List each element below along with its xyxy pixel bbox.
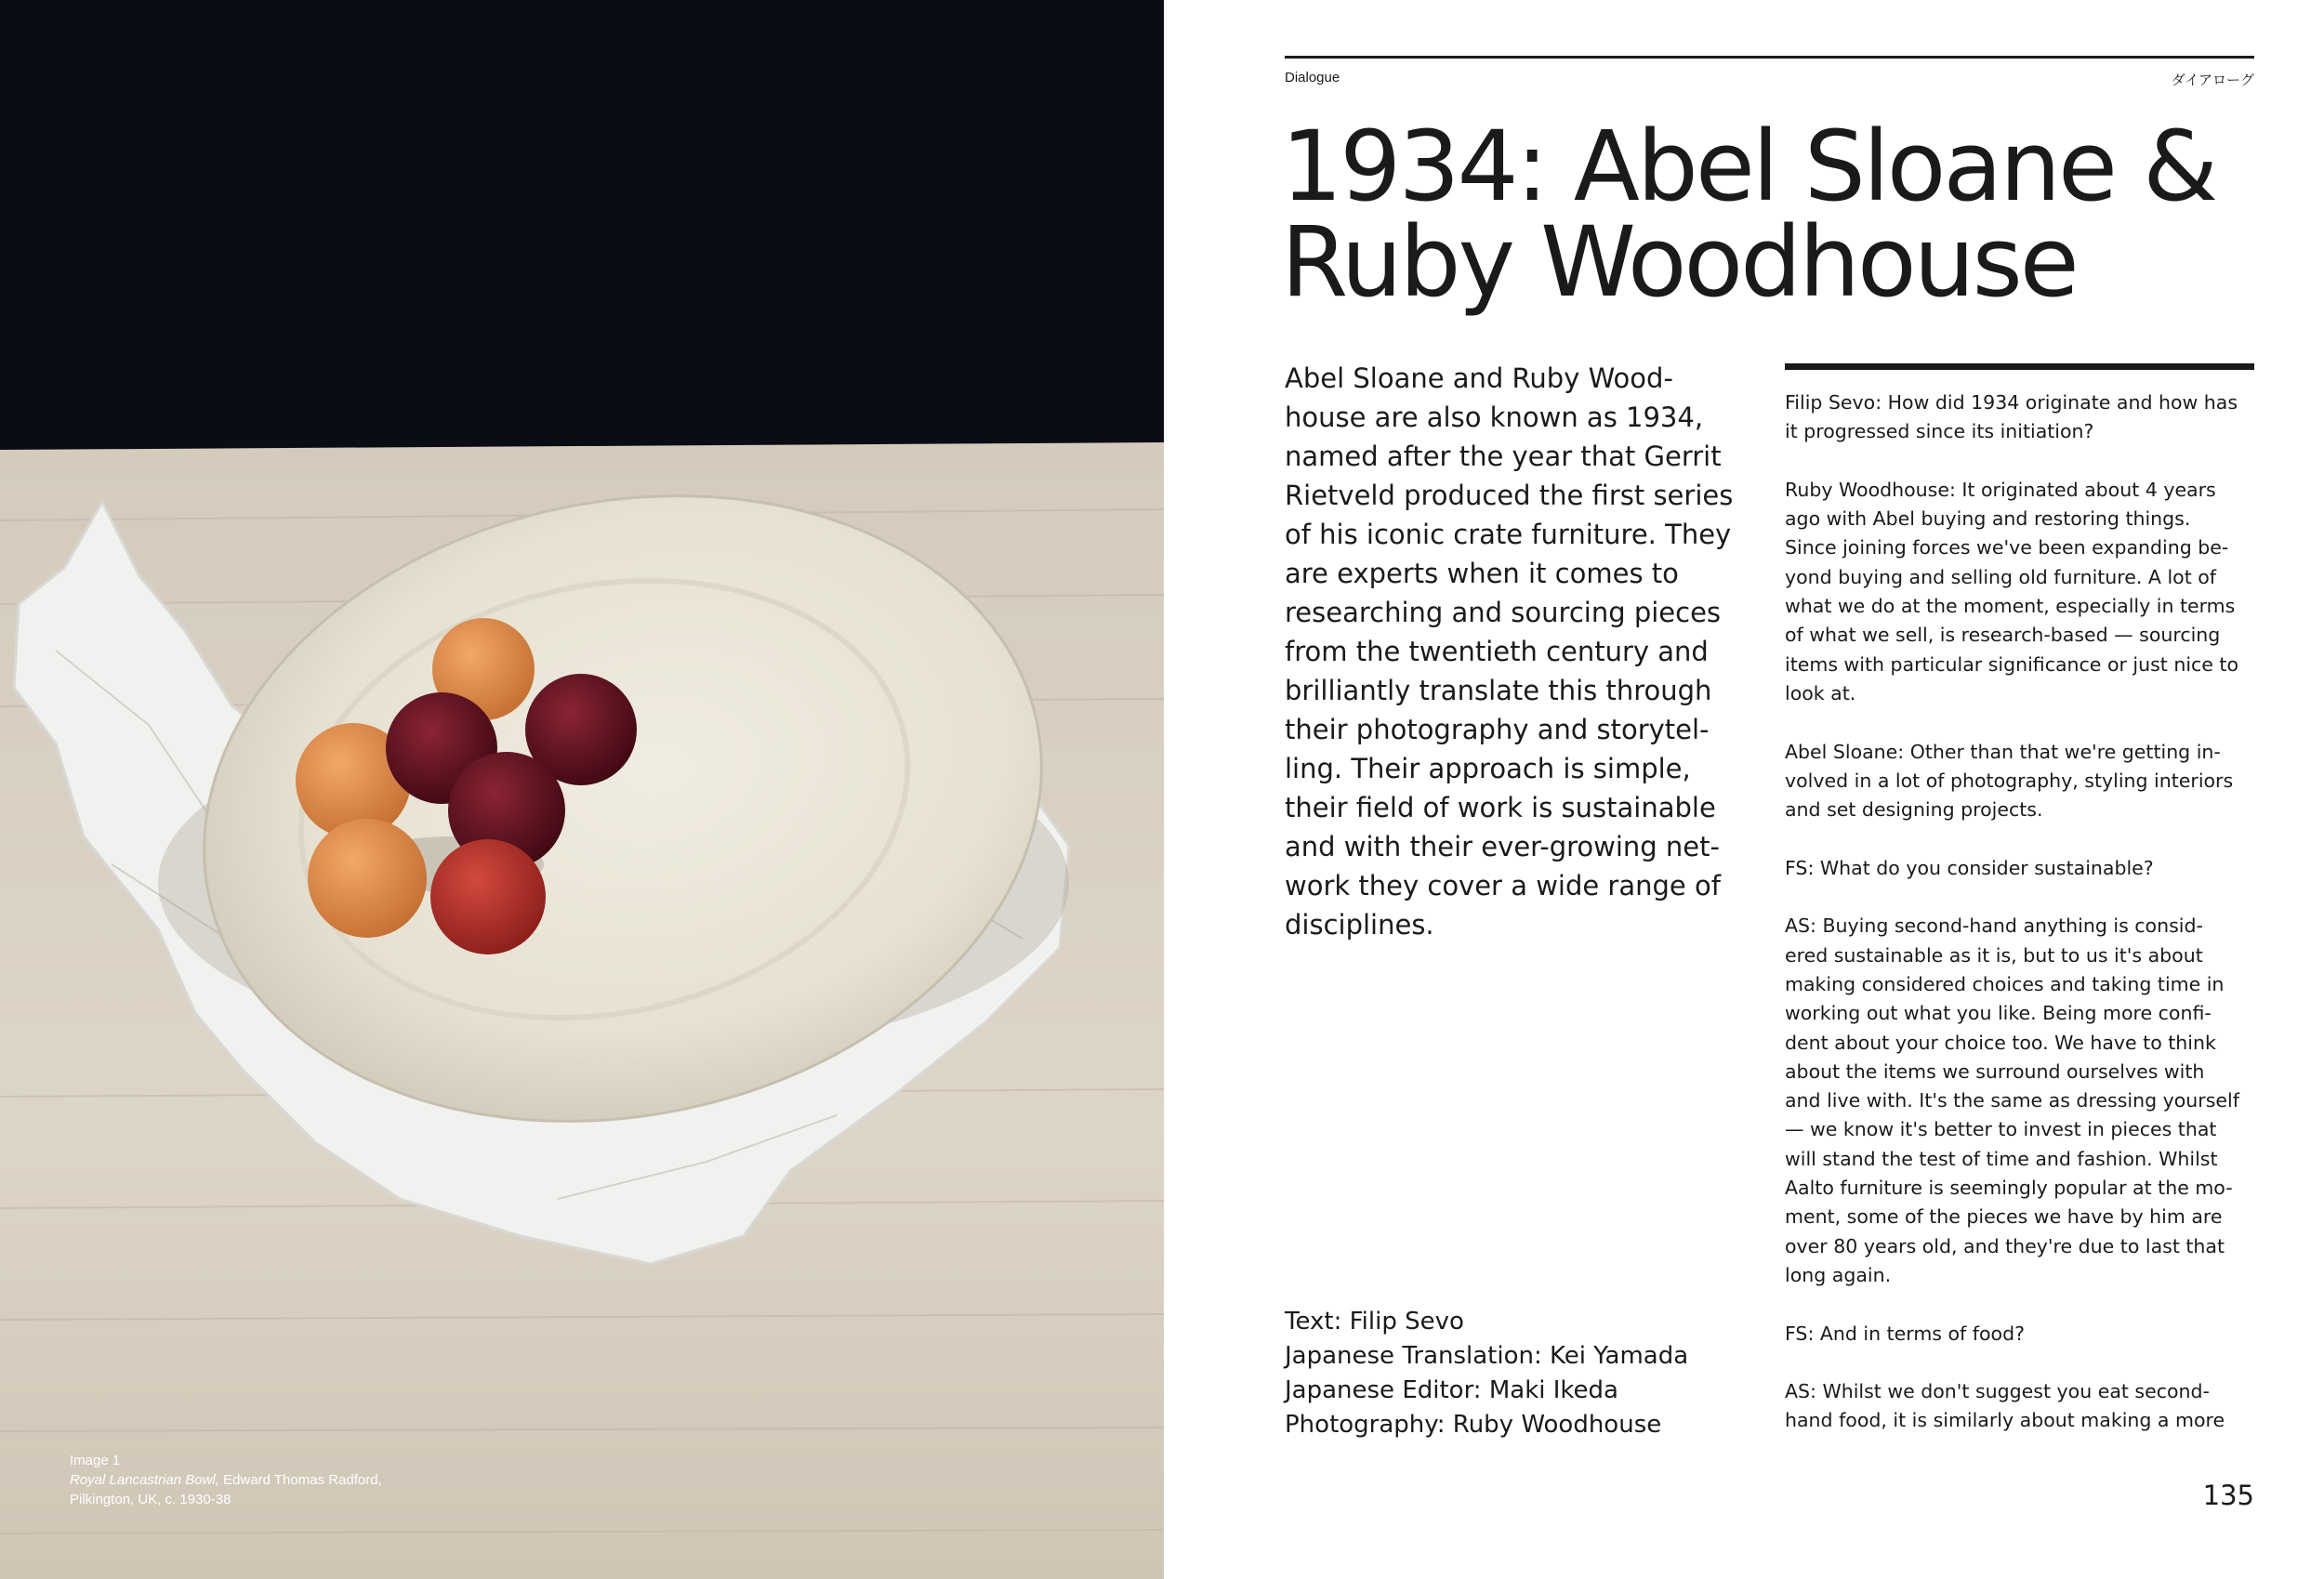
title-line: 1934: Abel Sloane & — [1281, 110, 2216, 223]
intro-line: brilliantly translate this through — [1285, 675, 1712, 706]
intro-paragraph — [1285, 359, 1750, 944]
article-title — [1281, 110, 2257, 319]
interview-paragraph: Abel Sloane: Other than that we're getting in- volved in a lot of photography, styling interiors and set designing projects. — [1785, 740, 2234, 822]
credit-photography: Photography: Ruby Woodhouse — [1285, 1411, 1662, 1439]
interview-column — [1785, 388, 2254, 1465]
credits — [1285, 1305, 1750, 1442]
interview-paragraph: Ruby Woodhouse: It originated about 4 years ago with Abel buying and restoring things. Since joining forces we've been expanding be- yond buying and selling old furniture. A lot of what we do at the moment, especially in terms of what we sell, is research-based — sourcing items with particular significance or just nice to look at. — [1785, 478, 2239, 704]
section-label-japanese: ダイアローグ — [2171, 72, 2254, 88]
intro-line: work they cover a wide range of — [1285, 870, 1721, 901]
photo-caption — [70, 1451, 516, 1509]
credit-translation: Japanese Translation: Kei Yamada — [1285, 1342, 1689, 1370]
column-rule — [1785, 363, 2254, 370]
intro-line: house are also known as 1934, — [1285, 401, 1704, 433]
section-label: Dialogue — [1285, 70, 1340, 86]
interview-paragraph: FS: And in terms of food? — [1785, 1322, 2025, 1345]
intro-line: researching and sourcing pieces — [1285, 597, 1722, 628]
interview-paragraph: FS: What do you consider sustainable? — [1785, 856, 2154, 879]
page-number: 135 — [2202, 1480, 2254, 1511]
interview-paragraph: AS: Whilst we don't suggest you eat second- hand food, it is similarly about making a more — [1785, 1380, 2225, 1432]
caption-origin: Pilkington, UK, c. 1930-38 — [70, 1492, 231, 1507]
caption-maker: Edward Thomas Radford, — [218, 1472, 382, 1488]
intro-line: from the twentieth century and — [1285, 636, 1709, 667]
credit-text: Text: Filip Sevo — [1285, 1308, 1464, 1336]
credit-editor: Japanese Editor: Maki Ikeda — [1285, 1376, 1618, 1404]
intro-line: their photography and storytel- — [1285, 714, 1710, 745]
intro-line: disciplines. — [1285, 909, 1434, 941]
intro-line: Abel Sloane and Ruby Wood- — [1285, 362, 1673, 394]
image-label: Image 1 — [70, 1453, 121, 1468]
article-page — [1164, 0, 2324, 1579]
intro-line: their field of work is sustainable — [1285, 792, 1716, 823]
interview-paragraph: AS: Buying second-hand anything is consid- ered sustainable as it is, but to us it's about making considered choices and taking time in working out what you like. Being more confi- dent about your choice too. We have to think about the items we surround ourselves with and live with. It's the same as dressing yourself — we know it's better to invest in pieces that will stand the test of time and fashion. Whilst Aalto furniture is seemingly popular at the mo- ment, some of the pieces we have by him are over 80 years old, and they're due to last that long again. — [1785, 915, 2239, 1286]
cherry — [430, 839, 546, 954]
title-line: Ruby Woodhouse — [1281, 205, 2077, 319]
dark-backdrop — [0, 0, 1164, 455]
caption-title: Royal Lancastrian Bowl, — [70, 1472, 219, 1488]
intro-line: are experts when it comes to — [1285, 558, 1679, 589]
intro-line: ling. Their approach is simple, — [1285, 753, 1691, 784]
intro-line: of his iconic crate furniture. They — [1285, 519, 1732, 550]
interview-paragraph: Filip Sevo: How did 1934 originate and how has it progressed since its initiation? — [1785, 391, 2238, 443]
intro-line: and with their ever-growing net- — [1285, 831, 1720, 862]
header-rule — [1285, 56, 2254, 59]
intro-line: Rietveld produced the first series — [1285, 480, 1734, 511]
intro-line: named after the year that Gerrit — [1285, 441, 1722, 472]
apricot — [308, 819, 427, 938]
